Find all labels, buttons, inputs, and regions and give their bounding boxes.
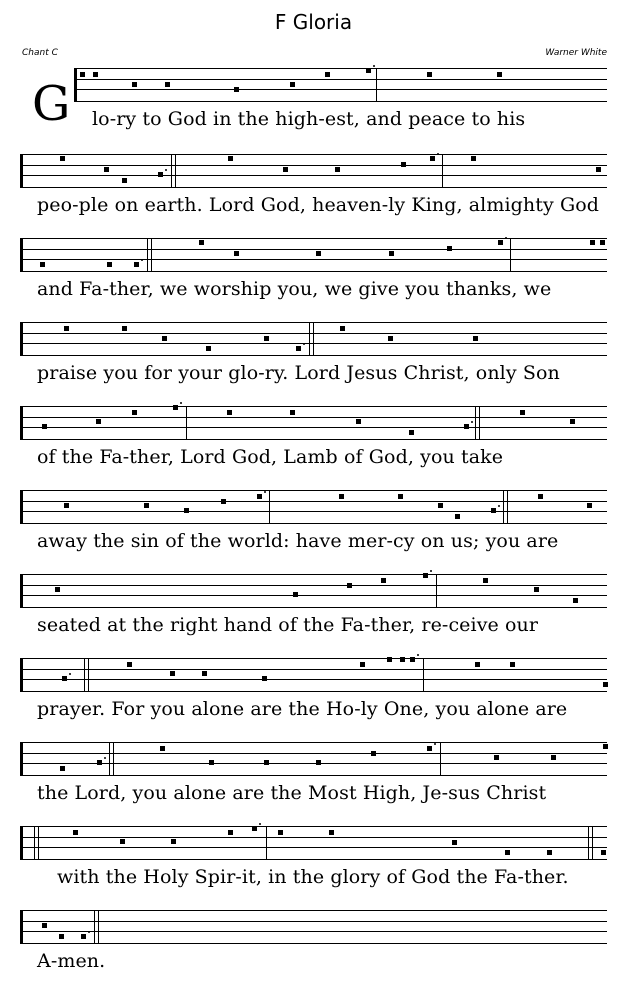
bar-line (186, 407, 187, 439)
lyric-line: lo-ry to God in the high-est, and peace to his (92, 108, 526, 130)
note (293, 592, 298, 597)
note (601, 850, 606, 855)
lyric-line: A-men. (37, 950, 106, 972)
staff-system (0, 322, 627, 406)
bar-line (507, 491, 508, 523)
staff-system (0, 68, 627, 152)
note (262, 676, 267, 681)
note (64, 326, 69, 331)
note (209, 760, 214, 765)
bar-line (98, 911, 99, 943)
clef-icon (20, 407, 23, 439)
clef-icon (20, 239, 23, 271)
lyric-line: praise you for your glo-ry. Lord Jesus Christ, only Son (37, 362, 560, 384)
note (381, 578, 386, 583)
note (471, 156, 476, 161)
note (55, 587, 60, 592)
note (316, 760, 321, 765)
note (42, 923, 47, 928)
note (427, 746, 432, 751)
note (228, 156, 233, 161)
note (371, 751, 376, 756)
bar-line (109, 743, 110, 775)
note (590, 240, 595, 245)
note (93, 72, 98, 77)
bar-line (592, 827, 593, 859)
note (107, 262, 112, 267)
note (144, 503, 149, 508)
note (60, 156, 65, 161)
note (356, 419, 361, 424)
note (199, 240, 204, 245)
note (398, 494, 403, 499)
bar-line (510, 239, 511, 271)
bar-line (269, 491, 270, 523)
note (520, 410, 525, 415)
note (534, 587, 539, 592)
bar-line (147, 239, 148, 271)
lyric-line: peo-ple on earth. Lord God, heaven-ly King, almighty God (37, 194, 600, 216)
note (73, 830, 78, 835)
bar-line (588, 827, 589, 859)
note (165, 82, 170, 87)
note (389, 251, 394, 256)
note (510, 662, 515, 667)
staff (20, 322, 607, 356)
staff-system (0, 826, 627, 910)
note (160, 746, 165, 751)
bar-line (503, 491, 504, 523)
note (264, 760, 269, 765)
staff (20, 910, 607, 944)
note (221, 499, 226, 504)
note (388, 336, 393, 341)
note (401, 162, 406, 167)
bar-line (442, 155, 443, 187)
lyric-line: seated at the right hand of the Fa-ther, re-ceive our (37, 614, 539, 636)
note (257, 494, 262, 499)
note (325, 72, 330, 77)
note (184, 508, 189, 513)
bar-line (94, 911, 95, 943)
note (587, 503, 592, 508)
note (497, 72, 502, 77)
clef-icon (20, 155, 23, 187)
note (538, 494, 543, 499)
staff (20, 490, 607, 524)
staff (20, 154, 607, 188)
note (494, 755, 499, 760)
lyric-line: with the Holy Spir-it, in the glory of God the Fa-ther. (57, 866, 569, 888)
note (430, 156, 435, 161)
note (452, 840, 457, 845)
bar-line (313, 323, 314, 355)
clef-icon (20, 827, 23, 859)
bar-line (84, 659, 85, 691)
note (366, 68, 371, 73)
note (339, 494, 344, 499)
note (491, 508, 496, 513)
note (498, 240, 503, 245)
note (473, 336, 478, 341)
note (505, 850, 510, 855)
note (360, 662, 365, 667)
note (423, 573, 428, 578)
note (122, 178, 127, 183)
note (551, 755, 556, 760)
staff (74, 68, 607, 102)
note (170, 671, 175, 676)
note (547, 850, 552, 855)
note (202, 671, 207, 676)
note (600, 240, 605, 245)
clef-icon (74, 69, 77, 101)
note (80, 72, 85, 77)
note (132, 82, 137, 87)
note (329, 830, 334, 835)
clef-icon (20, 491, 23, 523)
clef-icon (20, 911, 23, 943)
note (410, 657, 415, 662)
note (387, 657, 392, 662)
lyric-line: and Fa-ther, we worship you, we give you thanks, we (37, 278, 552, 300)
staff (20, 574, 607, 608)
note (464, 424, 469, 429)
clef-icon (20, 659, 23, 691)
note (127, 662, 132, 667)
bar-line (436, 575, 437, 607)
bar-line (266, 827, 267, 859)
bar-line (88, 659, 89, 691)
lyric-line: away the sin of the world: have mer-cy on us; you are (37, 530, 559, 552)
note (234, 251, 239, 256)
page-title: F Gloria (274, 10, 353, 34)
note (278, 830, 283, 835)
note (596, 167, 601, 172)
bar-line (479, 407, 480, 439)
bar-line (34, 827, 35, 859)
staff (20, 406, 607, 440)
note (171, 839, 176, 844)
note (283, 167, 288, 172)
staff (20, 742, 607, 776)
note (97, 760, 102, 765)
lyric-line: prayer. For you alone are the Ho-ly One, you alone are (37, 698, 568, 720)
note (158, 172, 163, 177)
note (400, 657, 405, 662)
note (60, 766, 65, 771)
note (290, 410, 295, 415)
note (132, 410, 137, 415)
note (475, 662, 480, 667)
chant-credit: Chant C (22, 48, 58, 58)
bar-line (175, 155, 176, 187)
lyric-line: of the Fa-ther, Lord God, Lamb of God, you take (37, 446, 504, 468)
note (335, 167, 340, 172)
bar-line (38, 827, 39, 859)
note (427, 72, 432, 77)
staff-system (0, 406, 627, 490)
clef-icon (20, 575, 23, 607)
bar-line (309, 323, 310, 355)
note (162, 336, 167, 341)
staff-system (0, 238, 627, 322)
note (64, 503, 69, 508)
staff (20, 238, 607, 272)
note (603, 744, 608, 749)
staff-system (0, 574, 627, 658)
note (120, 839, 125, 844)
note (570, 419, 575, 424)
note (40, 262, 45, 267)
staff-system (0, 154, 627, 238)
staff (20, 658, 607, 692)
staff-system (0, 658, 627, 742)
note (227, 410, 232, 415)
note (316, 251, 321, 256)
note (122, 326, 127, 331)
note (134, 262, 139, 267)
note (347, 583, 352, 588)
staff-system (0, 742, 627, 826)
note (206, 346, 211, 351)
note (59, 934, 64, 939)
composer-credit: Warner White (545, 48, 607, 58)
note (96, 419, 101, 424)
note (409, 430, 414, 435)
bar-line (423, 659, 424, 691)
lyric-line: the Lord, you alone are the Most High, Je-sus Christ (37, 782, 547, 804)
clef-icon (20, 323, 23, 355)
note (290, 82, 295, 87)
note (81, 934, 86, 939)
note (173, 405, 178, 410)
staff (20, 826, 607, 860)
note (447, 246, 452, 251)
bar-line (475, 407, 476, 439)
bar-line (151, 239, 152, 271)
note (438, 503, 443, 508)
staff-system (0, 910, 627, 994)
note (234, 87, 239, 92)
bar-line (440, 743, 441, 775)
note (62, 676, 67, 681)
note (264, 336, 269, 341)
note (455, 514, 460, 519)
note (340, 326, 345, 331)
bar-line (376, 69, 377, 101)
note (483, 578, 488, 583)
clef-icon (20, 743, 23, 775)
bar-line (113, 743, 114, 775)
drop-cap-initial: G (32, 76, 71, 132)
note (296, 346, 301, 351)
note (573, 598, 578, 603)
note (252, 826, 257, 831)
note (228, 830, 233, 835)
note (104, 167, 109, 172)
staff-system (0, 490, 627, 574)
note (603, 682, 608, 687)
note (42, 424, 47, 429)
bar-line (171, 155, 172, 187)
